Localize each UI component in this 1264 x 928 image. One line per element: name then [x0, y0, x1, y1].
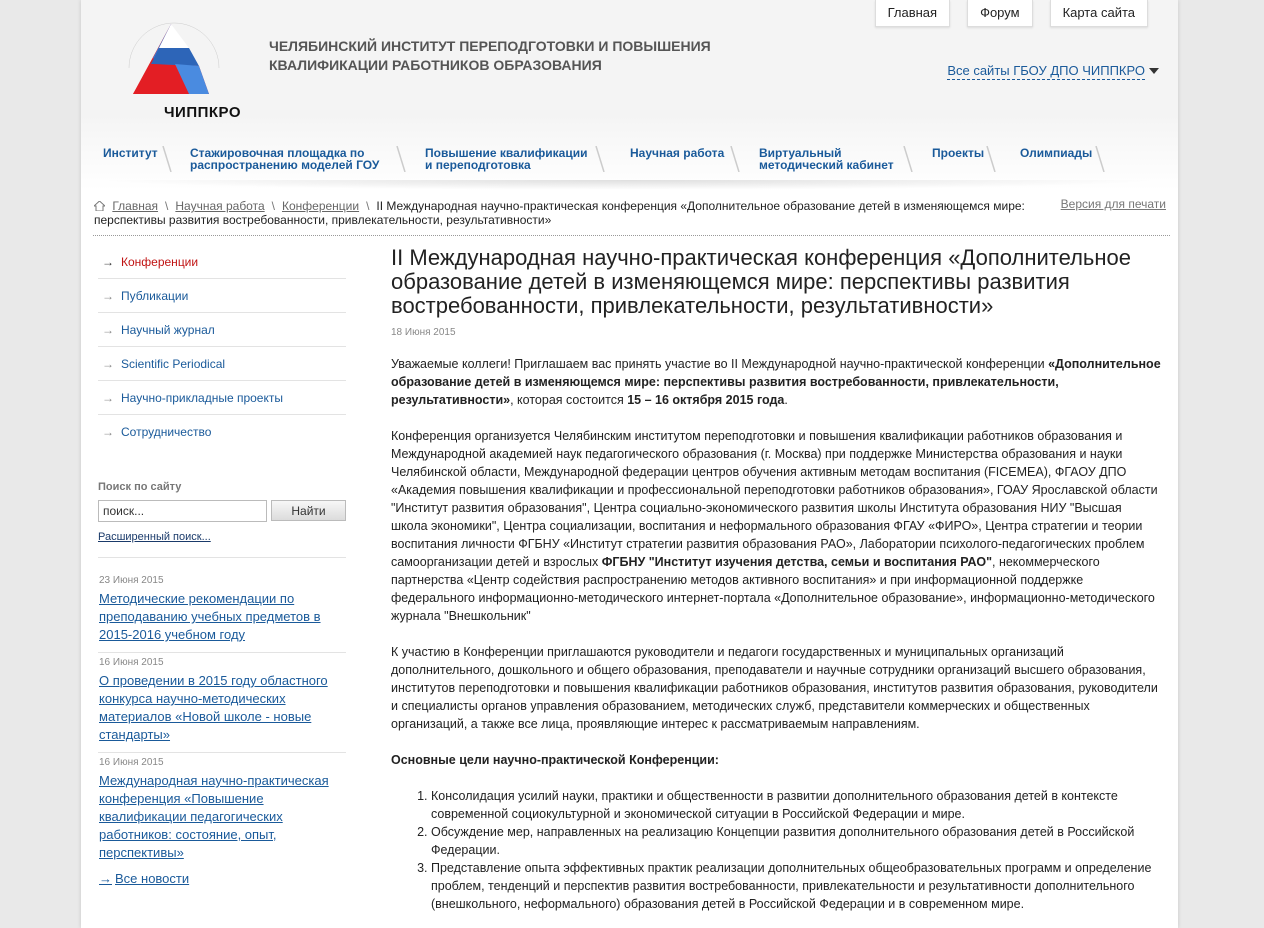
- print-version-link[interactable]: Версия для печати: [1060, 197, 1166, 211]
- article-date: 18 Июня 2015: [391, 327, 456, 338]
- breadcrumb-current: II Международная научно-практическая конференция «Дополнительное образование детей в изменяющемся мире: перспективы развития востребованности, привлекательности, результативности»: [94, 199, 1025, 227]
- nav-item-label: методический кабинет: [759, 158, 894, 172]
- text: Конференция организуется Челябинским институтом переподготовки и повышения квалификации работников образования и Международной академией наук педагогического образования (г. Москва) при поддержке Министерства образования и науки Челябинской области, Международной федерации центров обучения активным методам воспитания (FICEMEA), ФГАОУ ДПО «Академия повышения квалификации и профессиональной переподготовки работников образования», ГОАУ Ярославской области "Институт развития образования", Центра социально-экономического развития школы Института образования НИУ "Высшая школа экономики", Центра социализации, воспитания и неформального образования ФГАУ «ФИРО», Центра стратегии и теории воспитания личности ФГБНУ «Институт стратегии развития образования РАО», Лаборатории психолого-педагогических проблем самоорганизации детей и взрослых: [391, 429, 1158, 569]
- conference-dates: 15 – 16 октября 2015 года: [627, 393, 785, 407]
- article-organizers: [391, 427, 1161, 625]
- logo[interactable]: [109, 6, 242, 121]
- all-sites-dropdown[interactable]: [947, 63, 1145, 80]
- all-news-label: Все новости: [115, 871, 190, 886]
- text: .: [784, 393, 788, 407]
- nav-item-label: Повышение квалификации: [425, 146, 588, 160]
- page: [81, 0, 1178, 928]
- news-link[interactable]: Международная научно-практическая конференция «Повышение квалификации педагогических работников: состояние, опыт, перспективы»: [99, 773, 329, 860]
- chevron-down-icon: [1149, 68, 1159, 74]
- nav-item-research[interactable]: [630, 147, 724, 159]
- breadcrumb-separator: \: [366, 199, 370, 213]
- side-item-journal[interactable]: [98, 313, 346, 347]
- nav-item-internship[interactable]: [190, 147, 379, 171]
- header: [81, 0, 1178, 190]
- article-participants: К участию в Конференции приглашаются руководители и педагоги государственных и муниципальных организаций дополнительного, дошкольного и общего образования, преподаватели и научные сотрудники организаций высшего образования, институтов переподготовки и повышения квалификации работников образования, институтов развития образования, руководители и специалисты органов управления образованием, методических служб, представители коммерческих и общественных организаций, а также все лица, проявляющие интерес к рассматриваемым направлениям.: [391, 645, 1158, 731]
- news-item: [99, 575, 344, 644]
- news-date: 16 Июня 2015: [99, 757, 164, 768]
- nav-separator: [902, 146, 914, 172]
- text: , некоммерческого партнерства «Центр содействия распространению методов активного воспитания» и при информационной поддержке федерального информационно-методического интернет-портала «Дополнительное образование», информационно-методического журнала "Внешкольник": [391, 555, 1155, 623]
- org-name-line2: КВАЛИФИКАЦИИ РАБОТНИКОВ ОБРАЗОВАНИЯ: [269, 57, 602, 73]
- goal-item: 2. Обсуждение мер, направленных на реализацию Концепции развития дополнительного образования детей в Российской Федерации.: [431, 823, 1161, 859]
- divider: [98, 752, 346, 753]
- news-date: 16 Июня 2015: [99, 657, 164, 668]
- top-links: [858, 0, 1148, 27]
- search-title: Поиск по сайту: [98, 481, 182, 493]
- side-item-label: Публикации: [121, 289, 189, 303]
- breadcrumb-research[interactable]: Научная работа: [175, 199, 265, 213]
- text: Уважаемые коллеги! Приглашаем вас принять участие во II Международной научно-практической конференции: [391, 357, 1049, 371]
- all-news-link[interactable]: [99, 871, 189, 886]
- org-name-line1: ЧЕЛЯБИНСКИЙ ИНСТИТУТ ПЕРЕПОДГОТОВКИ И ПОВЫШЕНИЯ: [269, 38, 711, 54]
- search-input[interactable]: [98, 500, 267, 522]
- nav-shadow: [95, 180, 1163, 190]
- article-intro: [391, 355, 1161, 409]
- news-link[interactable]: Методические рекомендации по преподаванию учебных предметов в 2015-2016 учебном году: [99, 591, 321, 642]
- arrow-right-icon: →: [102, 391, 114, 405]
- side-item-publications[interactable]: [98, 279, 346, 313]
- side-item-cooperation[interactable]: [98, 415, 346, 449]
- breadcrumb-home[interactable]: Главная: [112, 199, 159, 213]
- nav-item-label: Стажировочная площадка по: [190, 146, 365, 160]
- top-link-home[interactable]: Главная: [875, 0, 950, 27]
- nav-item-label: Проекты: [932, 146, 985, 160]
- nav-item-label: и переподготовка: [425, 158, 531, 172]
- arrow-right-icon: →: [99, 871, 112, 886]
- search-button[interactable]: Найти: [271, 500, 346, 521]
- logo-icon: [109, 6, 239, 116]
- news-date: 23 Июня 2015: [99, 575, 164, 586]
- nav-item-virtual-cabinet[interactable]: [759, 147, 894, 171]
- divider: [98, 557, 346, 558]
- article-title: II Международная научно-практическая конференция «Дополнительное образование детей в изменяющемся мире: перспективы развития востребованности, привлекательности, результативности»: [391, 245, 1132, 318]
- divider: [93, 235, 1170, 236]
- nav-separator: [985, 146, 997, 172]
- side-item-conferences[interactable]: [98, 245, 346, 279]
- side-item-label: Научный журнал: [121, 323, 215, 337]
- arrow-right-icon: →: [102, 357, 114, 371]
- top-link-sitemap[interactable]: Карта сайта: [1050, 0, 1148, 27]
- breadcrumb-conferences[interactable]: Конференции: [281, 199, 360, 213]
- home-icon: [94, 201, 105, 211]
- logo-text: ЧИППКРО: [164, 104, 242, 121]
- nav-separator: [161, 146, 173, 172]
- article: [391, 246, 1161, 913]
- main-nav: [81, 144, 1178, 184]
- goals-list: [391, 787, 1161, 913]
- nav-item-projects[interactable]: [932, 147, 984, 159]
- goal-item: 3. Представление опыта эффективных практик реализации дополнительных общеобразовательных программ и определение проблем, тенденций и перспектив развития востребованности, привлекательности и результативности дополнительного (внешкольного, неформального) образования детей в Российской Федерации и в современном мире.: [431, 859, 1161, 913]
- nav-item-label: Научная работа: [630, 146, 725, 160]
- divider: [98, 652, 346, 653]
- side-item-scientific-periodical[interactable]: [98, 347, 346, 381]
- text: , которая состоится: [510, 393, 628, 407]
- nav-item-label: Виртуальный: [759, 146, 842, 160]
- news-item: [99, 657, 344, 744]
- breadcrumb-separator: \: [271, 199, 275, 213]
- arrow-right-icon: →: [102, 425, 114, 439]
- nav-item-label: Институт: [103, 146, 158, 160]
- side-item-label: Конференции: [121, 255, 199, 269]
- conference-title: «Дополнительное образование детей в изменяющемся мире: перспективы развития востребованности, привлекательности, результативности»: [391, 357, 1161, 407]
- nav-item-qualification[interactable]: [425, 147, 587, 171]
- advanced-search-link[interactable]: Расширенный поиск...: [98, 531, 211, 543]
- nav-separator: [729, 146, 741, 172]
- side-item-label: Сотрудничество: [121, 425, 212, 439]
- nav-item-label: распространению моделей ГОУ: [190, 158, 380, 172]
- nav-item-olympiads[interactable]: [1020, 147, 1092, 159]
- arrow-right-icon: →: [102, 323, 114, 337]
- org-name: [269, 37, 739, 75]
- breadcrumb: [94, 199, 1044, 227]
- side-menu: [98, 245, 346, 449]
- all-sites-label: Все сайты ГБОУ ДПО ЧИППКРО: [947, 63, 1145, 78]
- side-item-label: Scientific Periodical: [121, 357, 226, 371]
- news-link[interactable]: О проведении в 2015 году областного конкурса научно-методических материалов «Новой школе - новые стандарты»: [99, 673, 328, 742]
- arrow-right-icon: →: [102, 289, 114, 303]
- nav-item-label: Олимпиады: [1020, 146, 1093, 160]
- arrow-right-icon: →: [102, 255, 114, 269]
- side-item-applied-projects[interactable]: [98, 381, 346, 415]
- nav-separator: [1094, 146, 1106, 172]
- top-link-forum[interactable]: Форум: [967, 0, 1033, 27]
- side-item-label: Научно-прикладные проекты: [121, 391, 283, 405]
- goals-title: Основные цели научно-практической Конференции:: [391, 753, 719, 767]
- news-item: [99, 757, 344, 862]
- goal-item: 1. Консолидация усилий науки, практики и общественности в развитии дополнительного образования детей в контексте современной социокультурной и экономической ситуации в Российской Федерации и мире.: [431, 787, 1161, 823]
- organizer-bold: ФГБНУ "Институт изучения детства, семьи и воспитания РАО": [601, 555, 992, 569]
- nav-separator: [594, 146, 606, 172]
- nav-separator: [395, 146, 407, 172]
- breadcrumb-separator: \: [165, 199, 169, 213]
- nav-item-institute[interactable]: [103, 147, 158, 159]
